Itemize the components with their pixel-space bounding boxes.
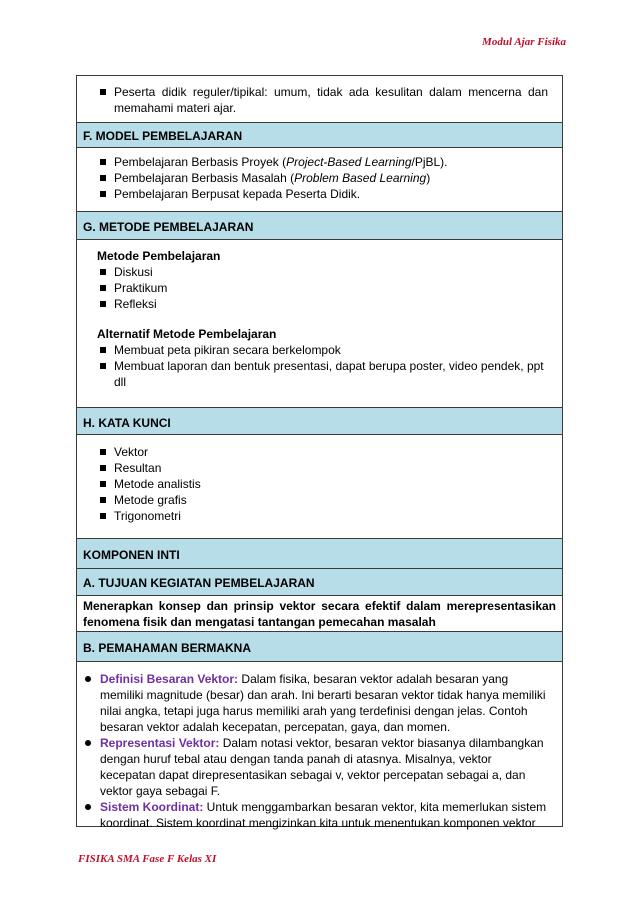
list-item: Membuat laporan dan bentuk presentasi, dapat berupa poster, video pendek, ppt dll — [97, 358, 548, 390]
list-item: Diskusi — [97, 264, 548, 280]
list-item: Representasi Vektor: Dalam notasi vektor, besaran vektor biasanya dilambangkan dengan huruf tebal atau dengan tanda panah di atasnya. Misalnya, vektor kecepatan dapat direpresentasikan sebagai v, vektor percepatan sebagai a, dan vektor gaya sebagai F. — [83, 735, 548, 799]
lesson-table — [76, 75, 563, 830]
subheading: Alternatif Metode Pembelajaran — [97, 327, 277, 341]
komponen-inti-header: KOMPONEN INTI — [77, 539, 562, 569]
section-f-body — [77, 148, 562, 212]
student-profile-row — [77, 76, 562, 123]
section-b-header: B. PEMAHAMAN BERMAKNA — [77, 632, 562, 662]
subheading: Metode Pembelajaran — [97, 249, 221, 263]
list-item: Membuat peta pikiran secara berkelompok — [97, 342, 548, 358]
section-g-body — [77, 240, 562, 408]
list-item: Pembelajaran Berbasis Masalah (Problem Based Learning) — [97, 170, 548, 186]
section-h-header: H. KATA KUNCI — [77, 408, 562, 435]
list-item: Metode analistis — [97, 476, 548, 492]
section-b-body — [77, 662, 562, 830]
section-a-body: Menerapkan konsep dan prinsip vektor secara efektif dalam merepresentasikan fenomena fisik dan mengatasi tantangan pemecahan masalah — [77, 596, 562, 632]
list-item: Peserta didik reguler/tipikal: umum, tidak ada kesulitan dalam mencerna dan memahami materi ajar. — [97, 84, 548, 116]
page-footer: FISIKA SMA Fase F Kelas XI — [78, 853, 217, 865]
list-item: Vektor — [97, 444, 548, 460]
section-h-body — [77, 435, 562, 539]
list-item: Refleksi — [97, 296, 548, 312]
list-item: Pembelajaran Berbasis Proyek (Project-Based Learning/PjBL). — [97, 154, 548, 170]
page-header: Modul Ajar Fisika — [482, 36, 566, 48]
section-g-header: G. METODE PEMBELAJARAN — [77, 212, 562, 240]
list-item: Definisi Besaran Vektor: Dalam fisika, besaran vektor adalah besaran yang memiliki magnitude (besar) dan arah. Ini berarti besaran vektor tidak hanya memiliki nilai angka, tetapi juga harus memiliki arah yang terdefinisi dengan jelas. Contoh besaran vektor adalah kecepatan, percepatan, gaya, dan momen. — [83, 671, 548, 735]
list-item: Metode grafis — [97, 492, 548, 508]
list-item: Resultan — [97, 460, 548, 476]
list-item: Sistem Koordinat: Untuk menggambarkan besaran vektor, kita memerlukan sistem koordinat. Sistem koordinat mengizinkan kita untuk menentukan komponen vektor — [83, 799, 548, 831]
section-a-header: A. TUJUAN KEGIATAN PEMBELAJARAN — [77, 569, 562, 596]
list-item: Praktikum — [97, 280, 548, 296]
list-item: Pembelajaran Berpusat kepada Peserta Didik. — [97, 186, 548, 202]
section-f-header: F. MODEL PEMBELAJARAN — [77, 123, 562, 148]
list-item: Trigonometri — [97, 508, 548, 524]
